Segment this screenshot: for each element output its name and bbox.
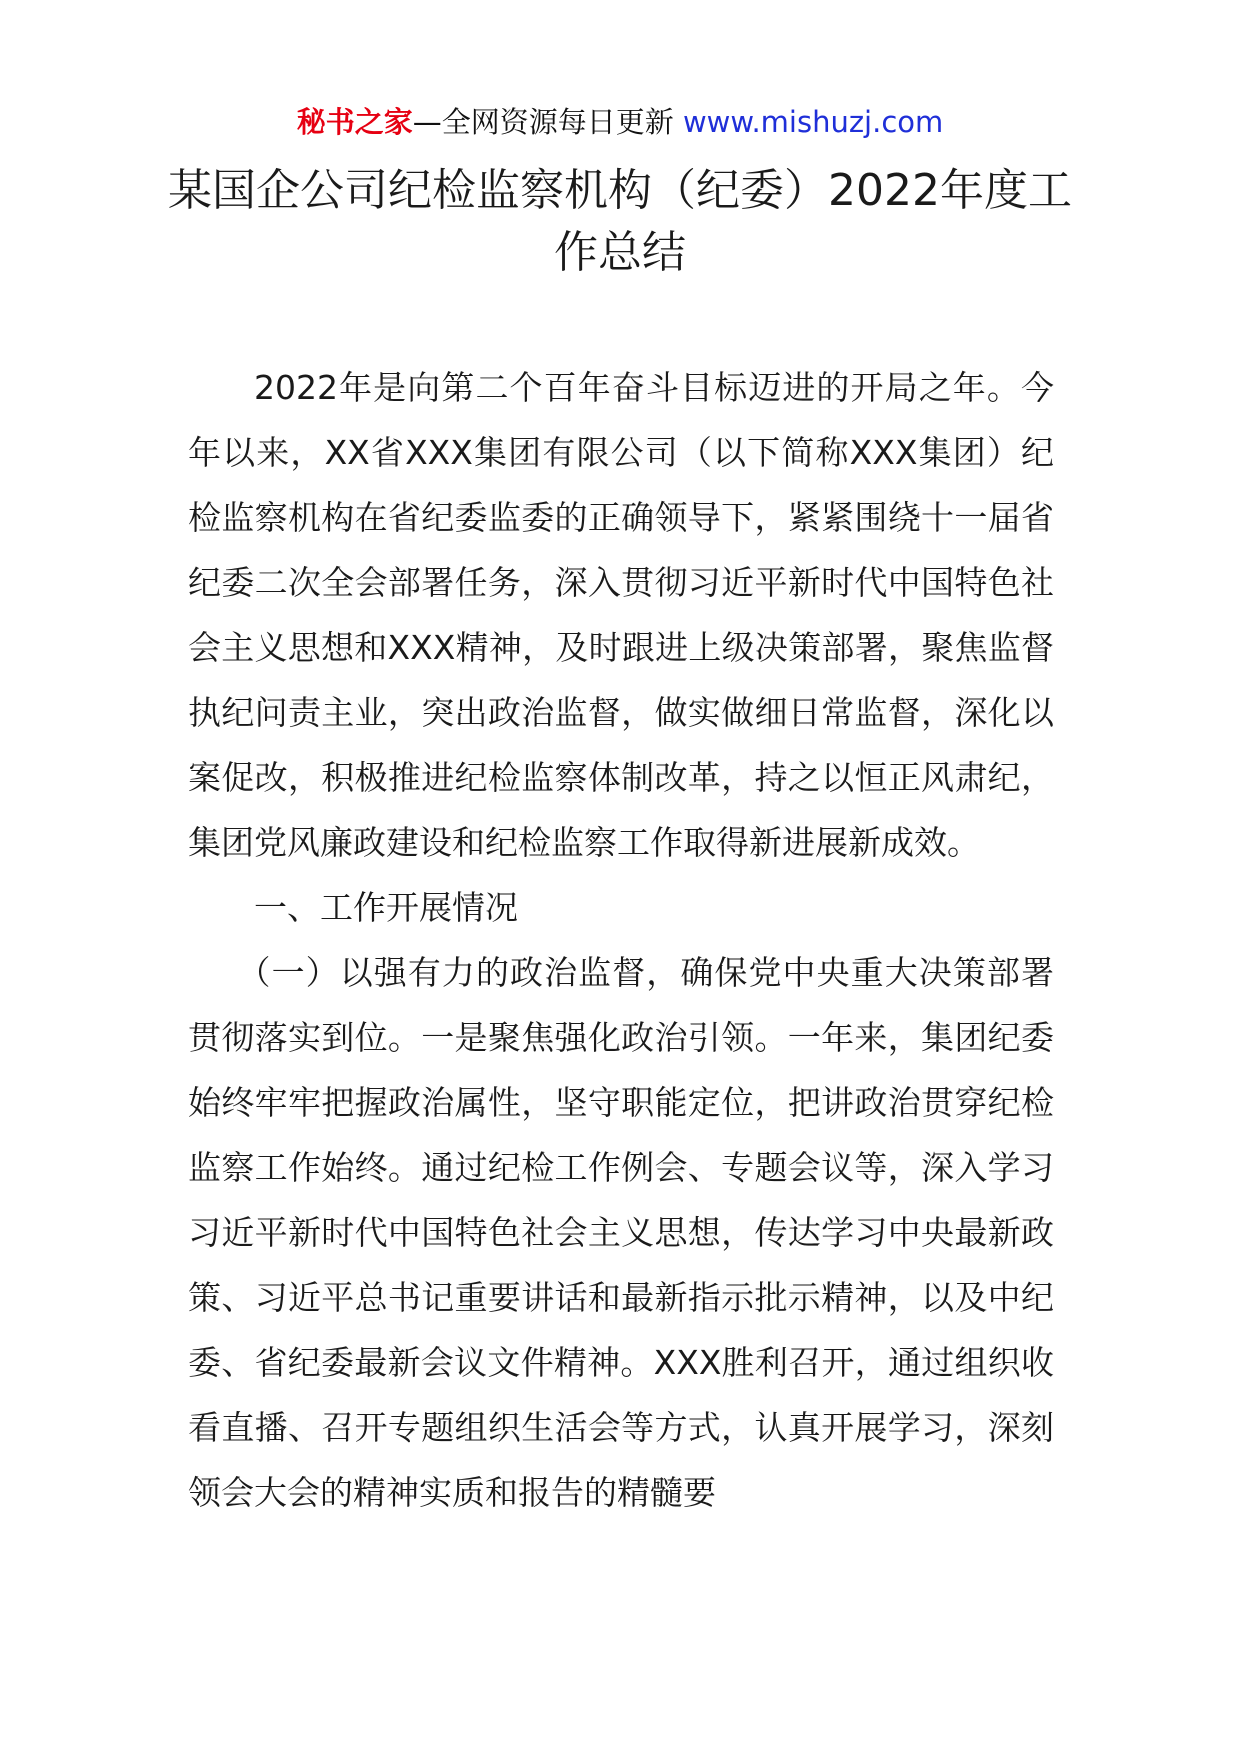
section-heading: 一、工作开展情况 xyxy=(254,888,518,927)
subsection-paragraph: （一）以强有力的政治监督，确保党中央重大决策部署贯彻落实到位。一是聚焦强化政治引领。一年来，集团纪委始终牢牢把握政治属性，坚守职能定位，把讲政治贯穿纪检监察工作始终。通过纪检工作例会、专题会议等，深入学习习近平新时代中国特色社会主义思想，传达学习中央最新政策、习近平总书记重要讲话和最新指示批示精神，以及中纪委、省纪委最新会议文件精神。XXX胜利召开，通过组织收看直播、召开专题组织生活会等方式，认真开展学习，深刻领会大会的精神实质和报告的精髓要 xyxy=(188,953,1054,1512)
document-title: 某国企公司纪检监察机构（纪委）2022年度工作总结 xyxy=(168,165,1072,278)
site-watermark-header xyxy=(0,102,1240,142)
document-body xyxy=(188,355,1054,1525)
brand-name: 秘书之家 xyxy=(296,105,413,139)
site-url: www.mishuzj.com xyxy=(682,105,944,139)
brand-tagline: —全网资源每日更新 xyxy=(412,105,683,139)
intro-paragraph: 2022年是向第二个百年奋斗目标迈进的开局之年。今年以来，XX省XXX集团有限公司（以下简称XXX集团）纪检监察机构在省纪委监委的正确领导下，紧紧围绕十一届省纪委二次全会部署任务，深入贯彻习近平新时代中国特色社会主义思想和XXX精神，及时跟进上级决策部署，聚焦监督执纪问责主业，突出政治监督，做实做细日常监督，深化以案促改，积极推进纪检监察体制改革，持之以恒正风肃纪，集团党风廉政建设和纪检监察工作取得新进展新成效。 xyxy=(188,368,1054,862)
